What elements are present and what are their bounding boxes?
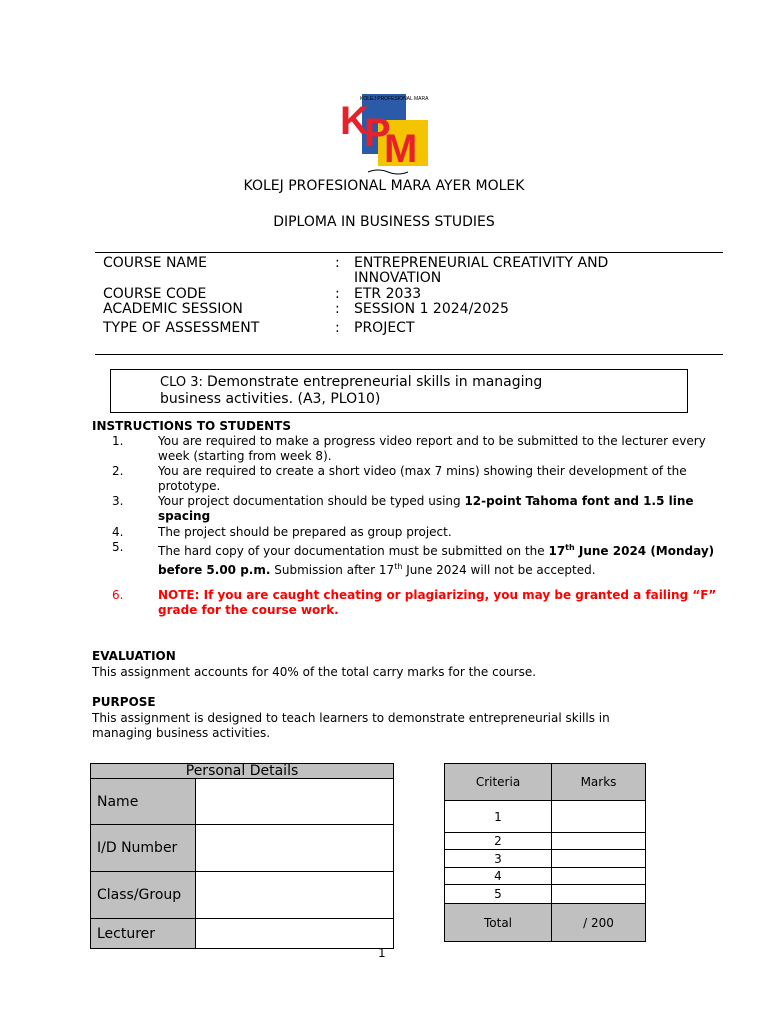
criteria-cell: 5 [445,885,552,904]
item-text [158,588,728,618]
course-code-label: COURSE CODE [103,286,207,302]
item-text-plain: June 2024 will not be accepted. [402,563,596,577]
course-code-value: ETR 2033 [354,286,422,302]
course-name-row [103,256,703,288]
colon: : [335,286,340,302]
colon: : [335,301,340,317]
instruction-item [112,464,732,494]
svg-text:K: K [340,99,369,143]
item-text: You are required to create a short video (max 7 mins) showing their development of the prototype. [158,464,687,493]
item-date-day: 17 [548,544,566,558]
criteria-cell: 1 [445,801,552,833]
svg-text:KOLEJ PROFESIONAL MARA: KOLEJ PROFESIONAL MARA [360,96,429,102]
criteria-cell: 4 [445,868,552,885]
clo-box [110,369,688,413]
item-text: The project should be prepared as group project. [158,525,452,539]
instruction-item-note [112,588,732,634]
assessment-type-label: TYPE OF ASSESSMENT [103,320,260,336]
page-number: 1 [378,946,386,960]
id-number-field[interactable] [196,825,394,872]
criteria-marks-table [444,763,646,942]
marks-cell[interactable] [552,885,646,904]
purpose-title: PURPOSE [92,695,156,709]
item-text-bold: 12-point Tahoma font and 1.5 line spacing [158,494,694,523]
instructions-title: INSTRUCTIONS TO STUDENTS [92,419,292,433]
total-label: Total [445,904,552,942]
svg-text:P: P [364,111,391,155]
item-text-plain: Submission after 17 [270,563,395,577]
criteria-header: Criteria [445,764,552,801]
assessment-type-value: PROJECT [354,320,415,336]
kpm-logo [338,90,430,178]
colon: : [335,320,340,336]
assessment-type-row [103,321,703,337]
marks-cell[interactable] [552,801,646,833]
academic-session-label: ACADEMIC SESSION [103,301,243,317]
item-text: You are required to make a progress video report and to be submitted to the lecturer every week (starting from week 8). [158,434,706,463]
course-name-value: ENTREPRENEURIAL CREATIVITY AND INNOVATION [354,255,609,286]
item-text [158,540,718,578]
evaluation-text: This assignment accounts for 40% of the total carry marks for the course. [92,665,537,679]
item-number: 1. [112,434,124,448]
institution-name: KOLEJ PROFESIONAL MARA AYER MOLEK [243,178,525,194]
course-name-label: COURSE NAME [103,255,207,271]
lecturer-field[interactable] [196,919,394,949]
note-text-continued: grade for the course work. [158,603,339,617]
instruction-item [112,434,732,464]
item-text-plain: Your project documentation should be typed using [158,494,465,508]
lecturer-label: Lecturer [91,919,196,949]
criteria-cell: 2 [445,833,552,850]
item-number: 4. [112,525,124,539]
colon: : [335,255,340,271]
clo-text: Demonstrate entrepreneurial skills in managing business activities. (A3, PLO10) [160,374,543,407]
instruction-item [112,525,732,540]
item-date-sup: th [394,562,403,571]
personal-details-title: Personal Details [91,764,394,779]
total-value: / 200 [552,904,646,942]
name-field[interactable] [196,779,394,825]
item-number: 3. [112,494,124,508]
programme-name: DIPLOMA IN BUSINESS STUDIES [273,214,495,230]
top-rule [95,252,723,253]
personal-details-table [90,763,394,949]
id-number-label: I/D Number [91,825,196,872]
item-number: 5. [112,540,124,554]
class-group-field[interactable] [196,872,394,919]
marks-cell[interactable] [552,868,646,885]
item-date-bold: June 2024 (Monday) before 5.00 p.m. [158,544,715,577]
item-number: 2. [112,464,124,478]
svg-text:M: M [384,127,418,171]
name-label: Name [91,779,196,825]
bottom-rule [95,354,723,355]
class-group-label: Class/Group [91,872,196,919]
instruction-item [112,540,732,586]
marks-cell[interactable] [552,850,646,868]
clo-statement [160,374,580,408]
academic-session-value: SESSION 1 2024/2025 [354,301,509,317]
item-date-sup: th [565,543,575,552]
marks-header: Marks [552,764,646,801]
marks-cell[interactable] [552,833,646,850]
note-text: NOTE: If you are caught cheating or plagiarizing, you may be granted a failing “F” [158,588,717,602]
purpose-text: This assignment is designed to teach learners to demonstrate entrepreneurial skills in managing business activities. [92,711,610,740]
academic-session-row [103,302,703,318]
criteria-cell: 3 [445,850,552,868]
instruction-item [112,494,732,524]
item-text-plain: The hard copy of your documentation must be submitted on the [158,544,549,558]
evaluation-title: EVALUATION [92,649,176,663]
clo-prefix: CLO 3: [160,375,208,390]
item-text [158,494,718,524]
item-number: 6. [112,588,124,602]
